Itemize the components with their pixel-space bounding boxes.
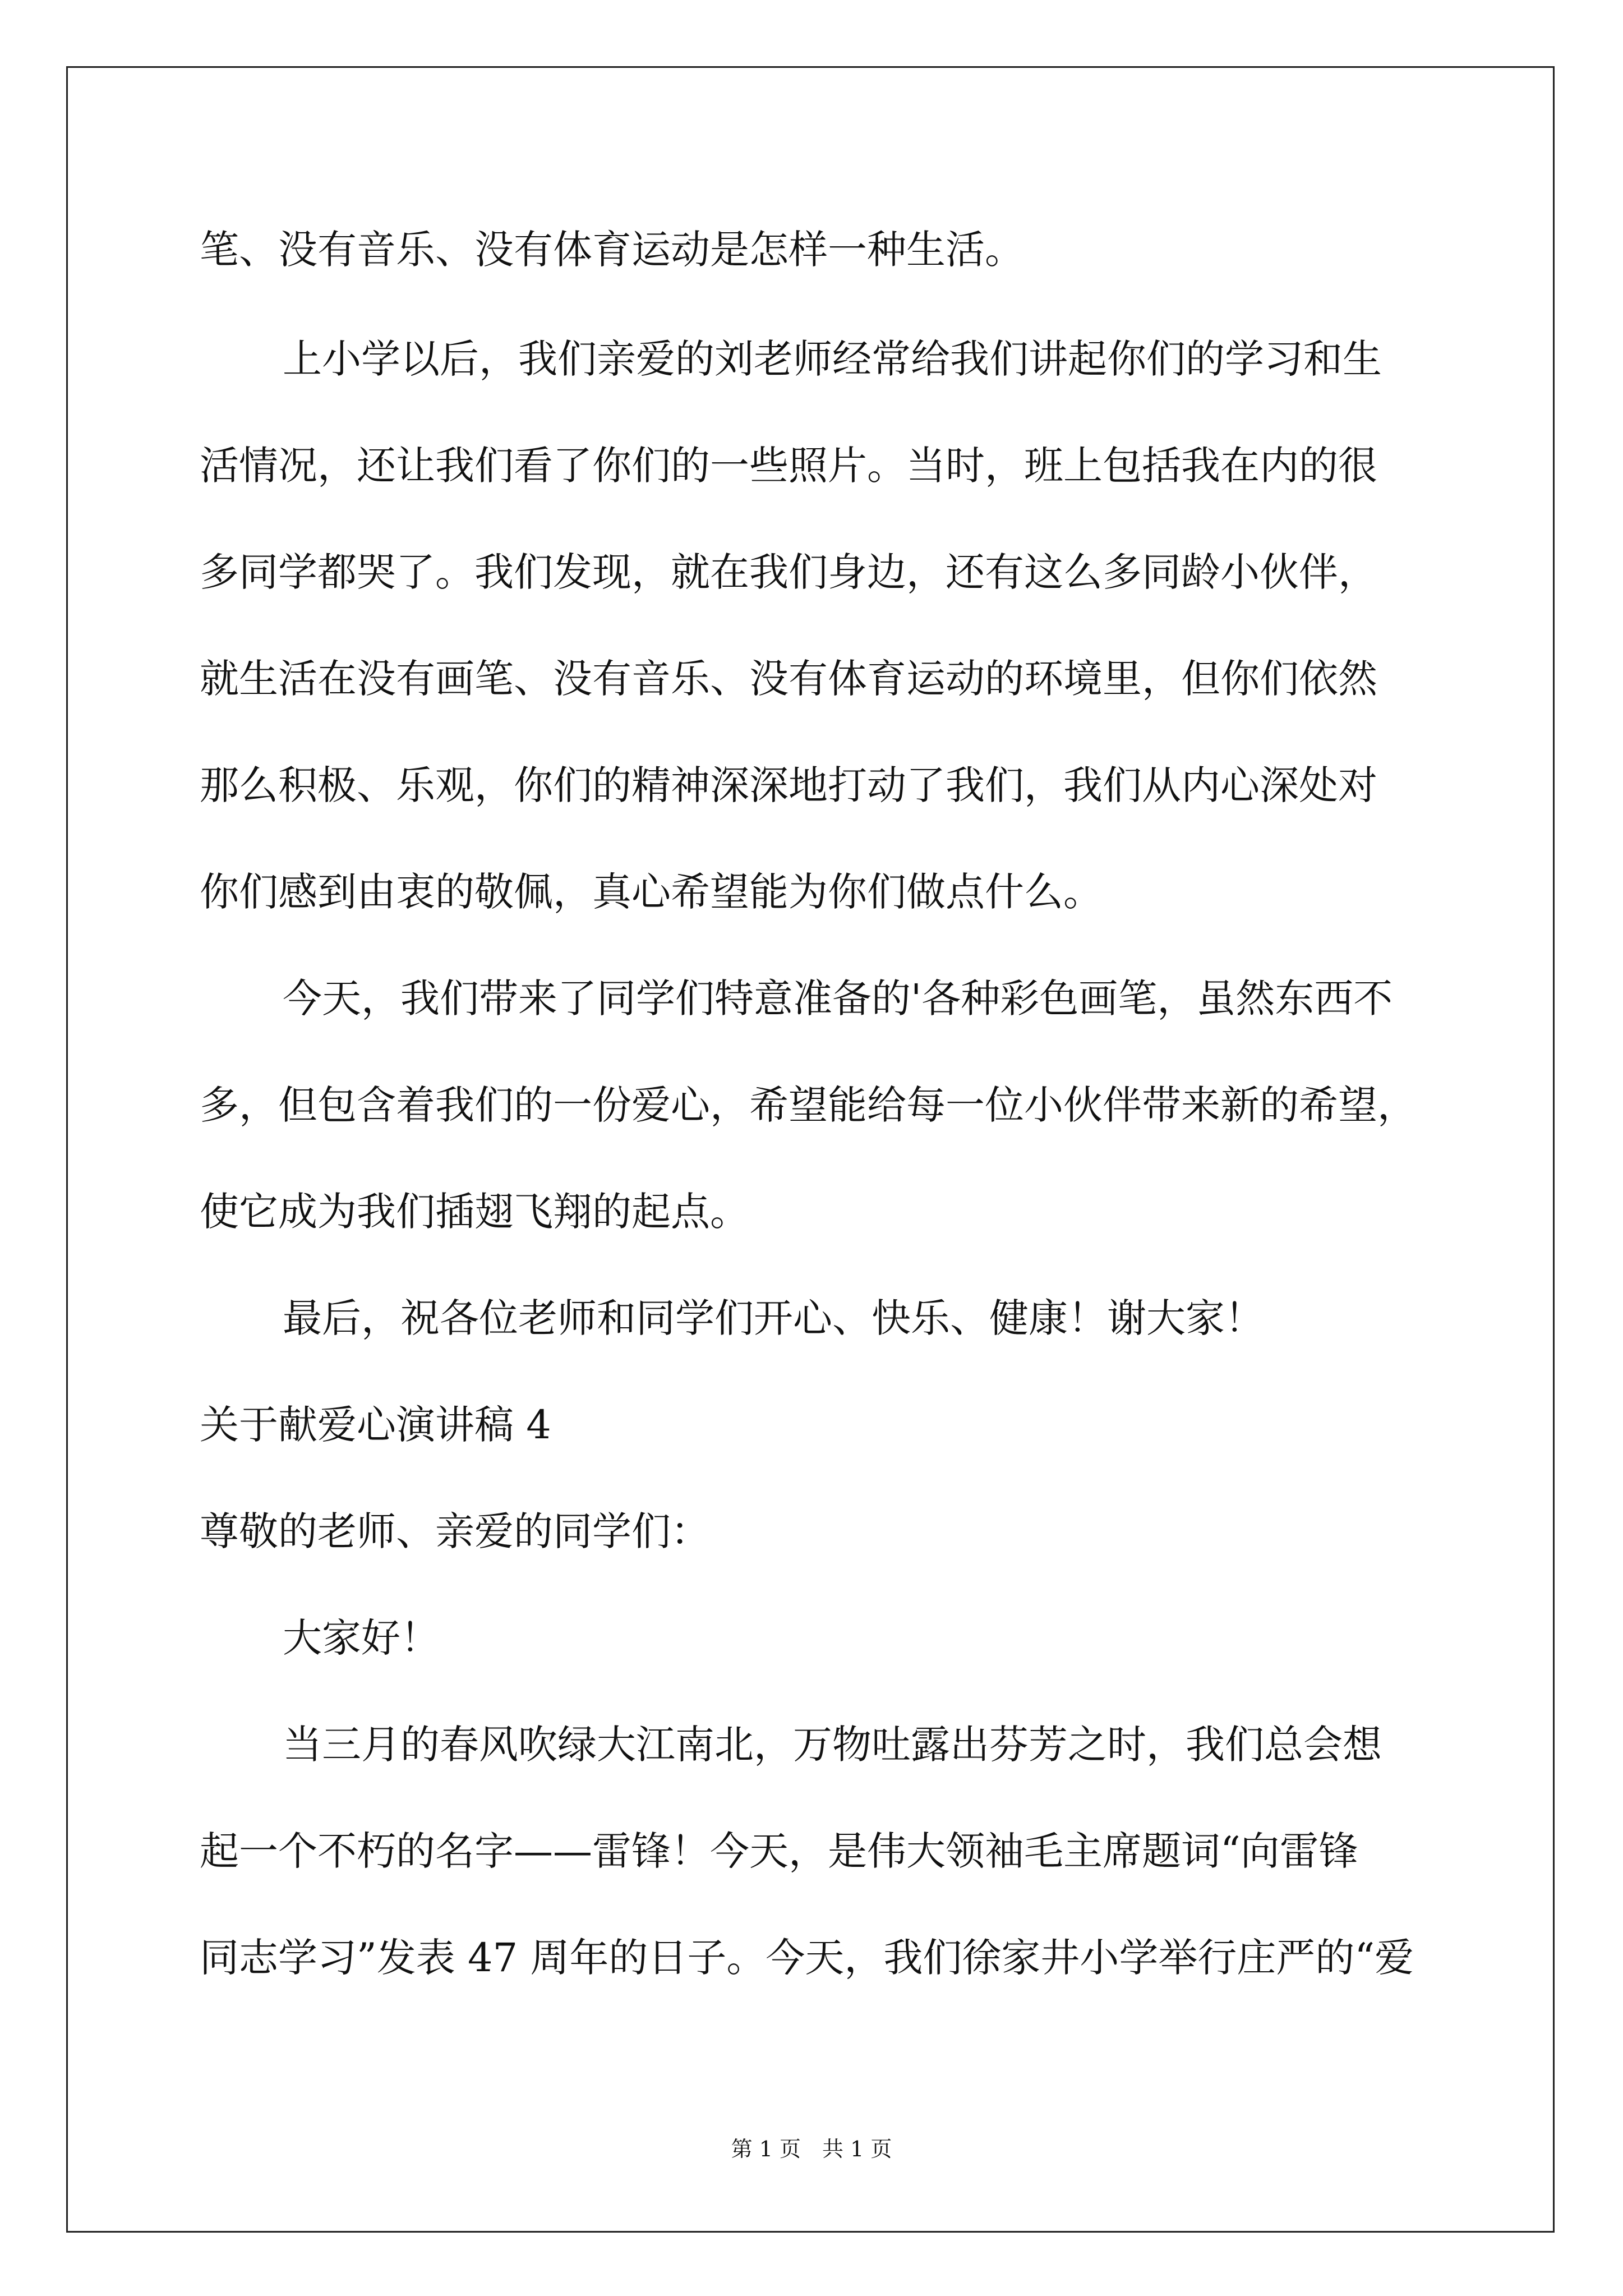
text-line: 你们感到由衷的敬佩，真心希望能为你们做点什么。 xyxy=(200,869,1103,915)
section-title: 关于献爱心演讲稿 4 xyxy=(200,1402,551,1448)
page-footer: 第 1 页 共 1 页 xyxy=(731,2137,892,2161)
paragraph-start: 上小学以后，我们亲爱的刘老师经常给我们讲起你们的学习和生 xyxy=(283,336,1382,382)
text-line: 就生活在没有画笔、没有音乐、没有体育运动的环境里，但你们依然 xyxy=(200,656,1377,702)
greeting: 大家好！ xyxy=(283,1615,440,1661)
text-line: 使它成为我们插翅飞翔的起点。 xyxy=(200,1189,749,1235)
text-line: 那么积极、乐观，你们的精神深深地打动了我们，我们从内心深处对 xyxy=(200,762,1377,808)
text-line: 笔、没有音乐、没有体育运动是怎样一种生活。 xyxy=(200,227,1024,273)
paragraph-start: 当三月的春风吹绿大江南北，万物吐露出芬芳之时，我们总会想 xyxy=(283,1722,1382,1768)
text-line: 起一个不朽的名字——雷锋！今天，是伟大领袖毛主席题词“向雷锋 xyxy=(200,1828,1358,1874)
text-line: 同志学习”发表 47 周年的日子。今天，我们徐家井小学举行庄严的“爱 xyxy=(200,1935,1414,1981)
salutation: 尊敬的老师、亲爱的同学们： xyxy=(200,1508,710,1554)
text-line: 活情况，还让我们看了你们的一些照片。当时，班上包括我在内的很 xyxy=(200,443,1377,489)
text-line: 多，但包含着我们的一份爱心，希望能给每一位小伙伴带来新的希望， xyxy=(200,1082,1417,1128)
paragraph-start: 今天，我们带来了同学们特意准备的'各种彩色画笔，虽然东西不 xyxy=(283,976,1393,1022)
text-line: 多同学都哭了。我们发现，就在我们身边，还有这么多同龄小伙伴， xyxy=(200,549,1377,595)
paragraph-start: 最后，祝各位老师和同学们开心、快乐、健康！谢大家！ xyxy=(283,1295,1264,1341)
page-border xyxy=(66,66,1555,2233)
